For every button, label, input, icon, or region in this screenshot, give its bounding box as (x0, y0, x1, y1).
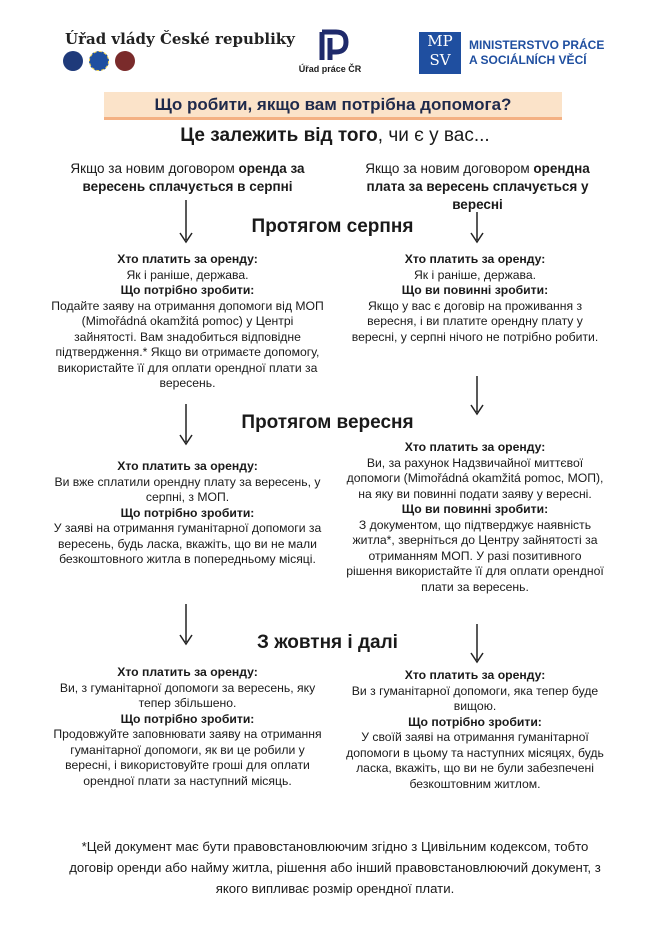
who-pays-text: Ви з гуманітарної допомоги, яка тепер буде вищою. (351, 683, 599, 713)
condition-left-pre: Якщо за новим договором (70, 161, 239, 176)
august-left-block (50, 252, 325, 392)
what-to-do-label: Що ви повинні зробити: (401, 502, 549, 516)
eu-stars-emblem-icon (89, 51, 109, 71)
page-title: Що робити, якщо вам потрібна допомога? (104, 92, 562, 120)
august-right-block (345, 252, 605, 345)
who-pays-text: Ви, з гуманітарної допомоги за вересень, яку тепер збільшено. (59, 680, 316, 710)
mpsv-logo-line1: MP (427, 32, 453, 50)
who-pays-text: Ви, за рахунок Надзвичайної миттєвої допомоги (Mimořádná okamžitá pomoc, МОП), на яку ви повинні подати заяву у вересні. (346, 455, 604, 501)
section-title-october: З жовтня і далі (257, 632, 398, 653)
what-to-do-text: Подайте заяву на отримання допомоги від МОП (Mimořádná okamžitá pomoc) у Центрі зайнятості. Вам знадобиться відповідне підтвердження.* Якщо ви отримаєте допомогу, використайте її для оплати орендної плати за вересень. (51, 298, 324, 390)
what-to-do-label: Що потрібно зробити: (120, 711, 255, 726)
subtitle-bold: Це залежить від того (180, 125, 378, 146)
who-pays-label: Хто платить за оренду: (117, 459, 258, 473)
arrow-down-icon (469, 376, 485, 416)
who-pays-label: Хто платить за оренду: (117, 252, 258, 266)
what-to-do-text: У своїй заяві на отримання гуманітарної допомоги в цьому та наступних місяцях, будь ласка, вкажіть, що ви не були забезпечені безкоштовним житлом. (346, 730, 604, 791)
ministry-name (469, 38, 604, 68)
condition-left-bold: оренда за вересень сплачується в серпні (82, 161, 305, 194)
mpsv-logo (419, 32, 461, 74)
what-to-do-text: Продовжуйте заповнювати заяву на отримання гуманітарної допомоги, як ви це робили у вересні, і використовуйте гроші для оплати орендної плати за наступний місяць. (53, 727, 322, 788)
condition-right (345, 160, 610, 214)
mpsv-logo-line2: SV (429, 51, 451, 69)
subtitle-rest: , чи є у вас... (377, 125, 490, 146)
what-to-do-label: Що ви повинні зробити: (401, 283, 549, 297)
arrow-down-icon (469, 212, 485, 244)
page-subtitle (110, 125, 560, 147)
condition-right-bold: орендна плата за вересень сплачується у вересні (366, 161, 590, 212)
who-pays-text: Ви вже сплатили орендну плату за вересень, у серпні, з МОП. (54, 474, 321, 504)
condition-left (55, 160, 320, 196)
october-left-block (50, 665, 325, 789)
what-to-do-label: Що потрібно зробити: (120, 283, 255, 297)
section-title-september: Протягом вересня (241, 412, 414, 433)
who-pays-text: Як і раніше, держава. (126, 267, 249, 282)
government-emblem-icon (115, 51, 135, 71)
section-title-august: Протягом серпня (251, 216, 414, 237)
ministry-name-line1: MINISTERSTVO PRÁCE (469, 38, 605, 52)
condition-right-pre: Якщо за новим договором (365, 161, 534, 176)
labour-office-name: Úřad práce ČR (298, 64, 362, 74)
footnote: *Цей документ має бути правовстановлюючим згідно з Цивільним кодексом, тобто договір оренди або найму житла, рішення або інший правовстановлюючий документ, з якого випливає розмір орендної плати. (69, 839, 601, 896)
arrow-down-icon (178, 604, 194, 646)
september-left-block (50, 459, 325, 568)
government-office-name: Úřad vlády České republiky (65, 30, 295, 48)
what-to-do-text: Якщо у вас є договір на проживання з вересня, і ви платите орендну плату у вересні, у серпні нічого не потрібно робити. (351, 298, 599, 344)
what-to-do-text: З документом, що підтверджує наявність житла*, зверніться до Центру зайнятості за отриманням МОП. У разі позитивного рішення використайте її для оплати орендної плати за вересень. (346, 517, 604, 594)
who-pays-label: Хто платить за оренду: (117, 665, 258, 679)
who-pays-label: Хто платить за оренду: (404, 668, 546, 682)
ministry-name-line2: A SOCIÁLNÍCH VĚCÍ (469, 53, 587, 67)
labour-office-logo-icon (316, 28, 350, 64)
what-to-do-label: Що потрібно зробити: (120, 505, 255, 520)
who-pays-label: Хто платить за оренду: (404, 440, 546, 454)
czech-lion-emblem-icon (63, 51, 83, 71)
emblem-row (63, 51, 135, 71)
what-to-do-text: У заяві на отримання гуманітарної допомоги за вересень, будь ласка, вкажіть, що ви не мали безкоштовного житла в попередньому місяці. (53, 521, 322, 566)
what-to-do-label: Що потрібно зробити: (408, 714, 542, 729)
september-right-block (345, 440, 605, 595)
october-right-block (345, 668, 605, 792)
arrow-down-icon (469, 624, 485, 664)
arrow-down-icon (178, 200, 194, 244)
who-pays-text: Як і раніше, держава. (413, 267, 537, 282)
who-pays-label: Хто платить за оренду: (404, 252, 546, 266)
arrow-down-icon (178, 404, 194, 446)
